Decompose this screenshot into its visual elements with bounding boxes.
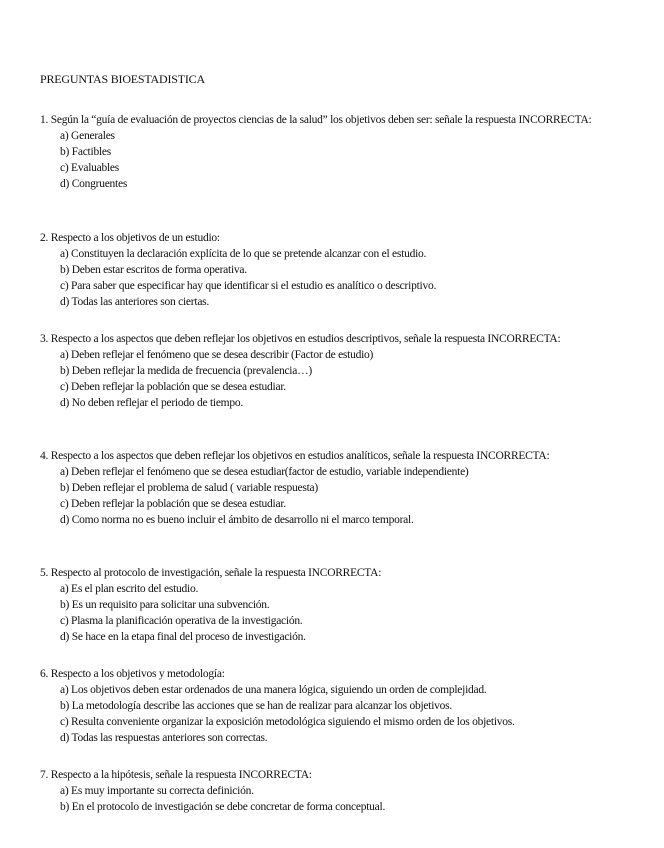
option-d: d) Todas las anteriores son ciertas. (60, 296, 210, 308)
option-d: d) Se hace en la etapa final del proceso de investigación. (60, 631, 306, 643)
option-d: d) Como norma no es bueno incluir el ámbito de desarrollo ni el marco temporal. (60, 514, 414, 526)
option-d: d) Todas las respuestas anteriores son correctas. (60, 732, 268, 744)
option-list (40, 581, 630, 645)
option-c: c) Resulta conveniente organizar la exposición metodológica siguiendo el mismo orden de los objetivos. (60, 716, 515, 728)
option-c: c) Para saber que especificar hay que identificar si el estudio es analítico o descriptivo. (60, 280, 437, 292)
option-c: c) Evaluables (60, 162, 120, 174)
option-b: b) Deben estar escritos de forma operativa. (60, 264, 247, 276)
option-b: b) Es un requisito para solicitar una subvención. (60, 599, 270, 611)
option-b: b) La metodología describe las acciones que se han de realizar para alcanzar los objetivos. (60, 700, 453, 712)
question-4 (40, 448, 630, 528)
option-c: c) Plasma la planificación operativa de la investigación. (60, 615, 303, 627)
option-b: b) Factibles (60, 146, 111, 158)
option-a: a) Generales (60, 130, 115, 142)
option-list (40, 783, 630, 815)
question-6 (40, 666, 630, 746)
question-2 (40, 230, 630, 310)
option-a: a) Es muy importante su correcta definición. (60, 785, 254, 797)
option-b: b) Deben reflejar la medida de frecuencia (prevalencia…) (60, 365, 312, 377)
question-stem: 6. Respecto a los objetivos y metodología: (40, 668, 225, 680)
question-stem: 7. Respecto a la hipótesis, señale la respuesta INCORRECTA: (40, 769, 312, 781)
option-b: b) En el protocolo de investigación se debe concretar de forma conceptual. (60, 801, 386, 813)
option-list (40, 682, 630, 746)
option-a: a) Deben reflejar el fenómeno que se desea describir (Factor de estudio) (60, 349, 374, 361)
question-3 (40, 331, 630, 411)
document-title: PREGUNTAS BIOESTADISTICA (40, 72, 205, 86)
question-1 (40, 112, 630, 192)
question-stem: 2. Respecto a los objetivos de un estudio: (40, 232, 220, 244)
option-d: d) Congruentes (60, 178, 128, 190)
question-7 (40, 767, 630, 815)
option-list (40, 347, 630, 411)
option-list (40, 464, 630, 528)
question-5 (40, 565, 630, 645)
option-c: c) Deben reflejar la población que se desea estudiar. (60, 381, 286, 393)
option-a: a) Deben reflejar el fenómeno que se desea estudiar(factor de estudio, variable independiente) (60, 466, 469, 478)
question-stem: 4. Respecto a los aspectos que deben reflejar los objetivos en estudios analíticos, señale la respuesta INCORRECTA: (40, 450, 550, 462)
option-c: c) Deben reflejar la población que se desea estudiar. (60, 498, 286, 510)
option-b: b) Deben reflejar el problema de salud ( variable respuesta) (60, 482, 318, 494)
question-stem: 5. Respecto al protocolo de investigación, señale la respuesta INCORRECTA: (40, 567, 382, 579)
option-list (40, 246, 630, 310)
option-a: a) Es el plan escrito del estudio. (60, 583, 199, 595)
option-a: a) Los objetivos deben estar ordenados de una manera lógica, siguiendo un orden de complejidad. (60, 684, 487, 696)
question-stem: 3. Respecto a los aspectos que deben reflejar los objetivos en estudios descriptivos, señale la respuesta INCORRECTA: (40, 333, 561, 345)
option-list (40, 128, 630, 192)
option-a: a) Constituyen la declaración explícita de lo que se pretende alcanzar con el estudio. (60, 248, 427, 260)
option-d: d) No deben reflejar el periodo de tiempo. (60, 397, 244, 409)
question-stem: 1. Según la “guía de evaluación de proyectos ciencias de la salud” los objetivos deben ser: señale la respuesta INCORRECTA: (40, 114, 592, 126)
